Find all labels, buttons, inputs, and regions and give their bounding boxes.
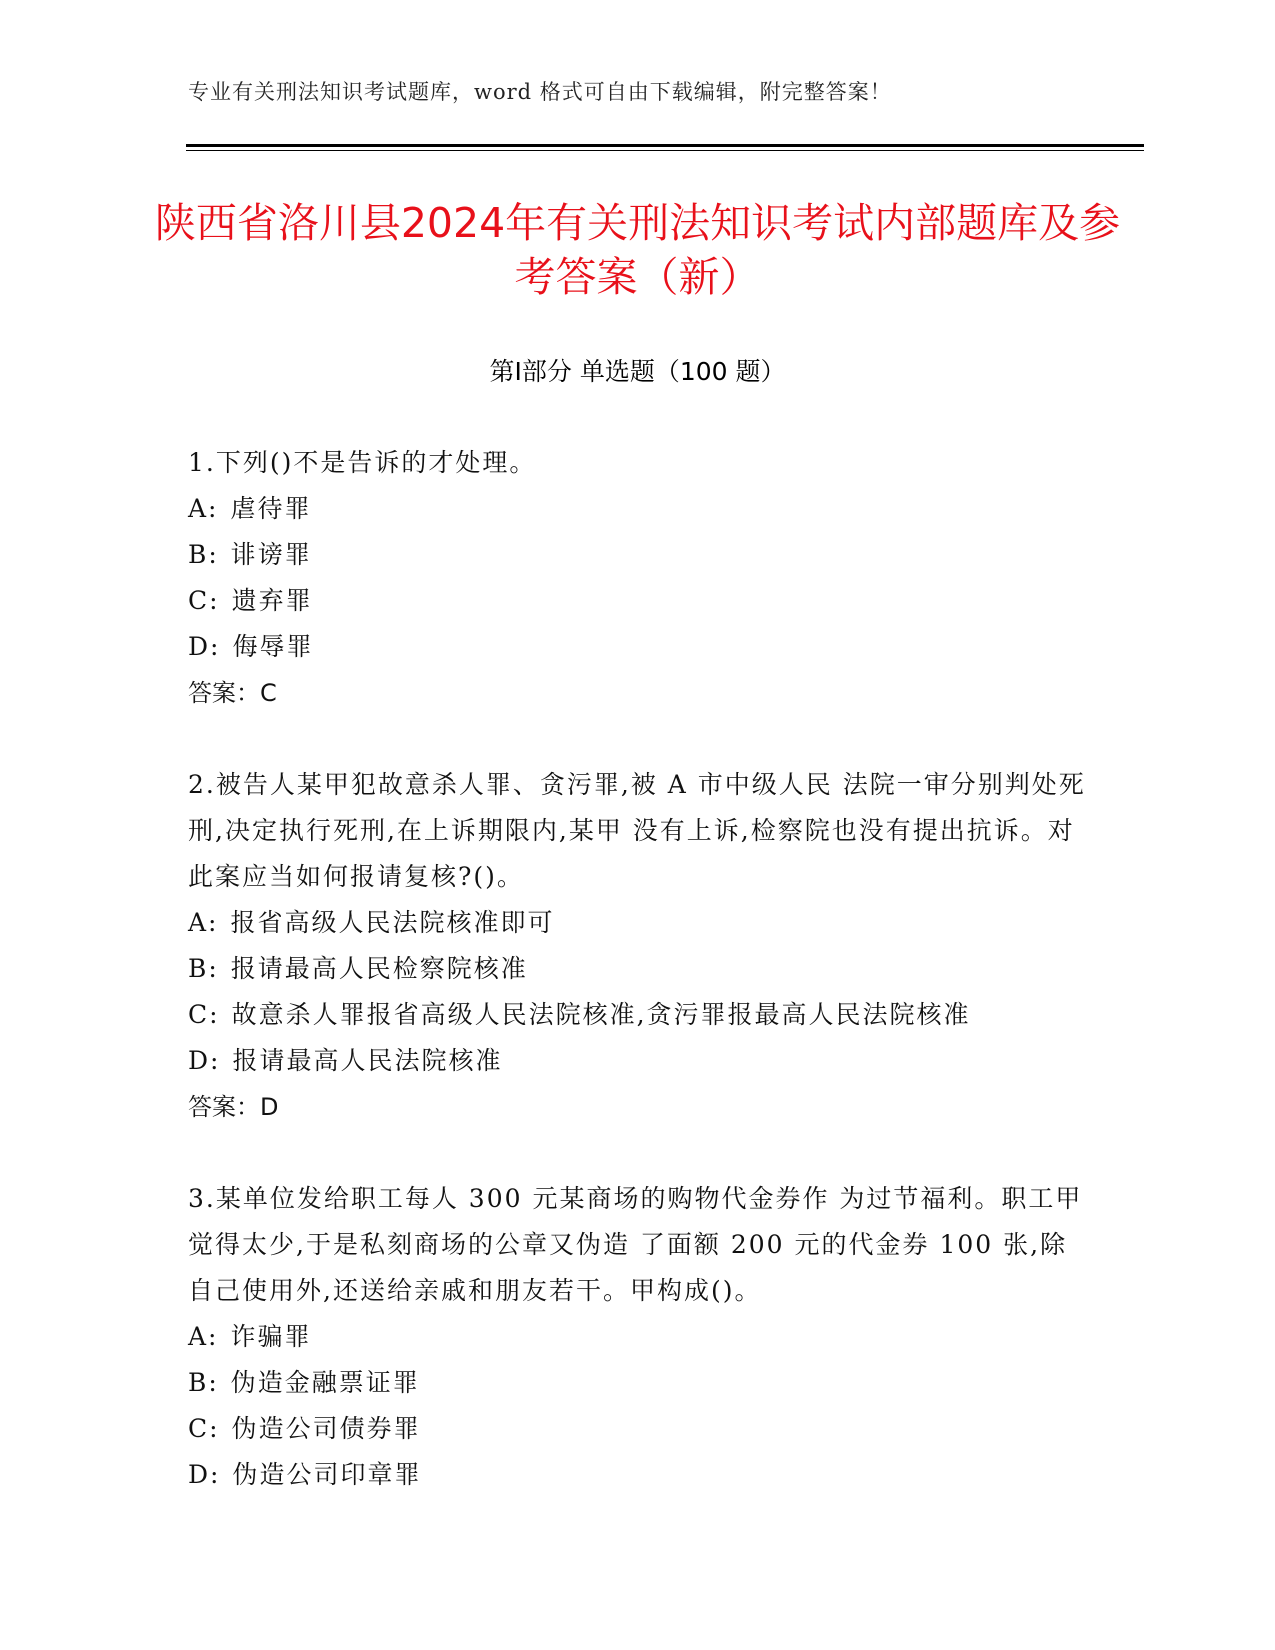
option-text: 伪造公司债券罪 xyxy=(231,1414,421,1443)
option-text: 报省高级人民法院核准即可 xyxy=(230,908,555,937)
option-text: 侮辱罪 xyxy=(232,632,314,661)
question-3 xyxy=(188,1176,1088,1498)
option-text: 伪造公司印章罪 xyxy=(232,1460,422,1489)
option-b xyxy=(188,532,1088,578)
document-title: 陕西省洛川县2024年有关刑法知识考试内部题库及参考答案（新） xyxy=(154,199,1121,301)
option-b xyxy=(188,946,1088,992)
option-c xyxy=(188,1406,1088,1452)
answer-line xyxy=(188,670,1088,716)
option-letter: A: xyxy=(188,1322,219,1351)
option-a xyxy=(188,1314,1088,1360)
header-note: 专业有关刑法知识考试题库，word 格式可自由下载编辑，附完整答案！ xyxy=(188,80,892,104)
question-stem: 3.某单位发给职工每人 300 元某商场的购物代金券作 为过节福利。职工甲觉得太少,于是私刻商场的公章又伪造 了面额 200 元的代金券 100 张,除自己使用外,还送给亲戚和朋友若干。甲构成()。 xyxy=(188,1184,1083,1305)
option-d xyxy=(188,1452,1088,1498)
option-a xyxy=(188,486,1088,532)
answer-value: D xyxy=(260,1093,279,1121)
option-letter: D: xyxy=(188,632,221,661)
option-letter: A: xyxy=(188,908,219,937)
option-letter: B: xyxy=(188,954,219,983)
option-text: 诈骗罪 xyxy=(230,1322,312,1351)
question-1 xyxy=(188,440,1088,716)
option-letter: C: xyxy=(188,586,220,615)
option-text: 虐待罪 xyxy=(230,494,312,523)
option-letter: D: xyxy=(188,1460,221,1489)
option-d xyxy=(188,624,1088,670)
option-letter: B: xyxy=(188,1368,219,1397)
option-d xyxy=(188,1038,1088,1084)
header-rule-thick xyxy=(186,144,1144,147)
option-letter: C: xyxy=(188,1414,220,1443)
question-2 xyxy=(188,762,1088,1130)
option-letter: B: xyxy=(188,540,219,569)
option-c xyxy=(188,578,1088,624)
section-title: 第Ⅰ部分 单选题（100 题） xyxy=(489,357,786,386)
option-b xyxy=(188,1360,1088,1406)
option-text: 故意杀人罪报省高级人民法院核准,贪污罪报最高人民法院核准 xyxy=(231,1000,971,1029)
answer-label: 答案： xyxy=(188,1093,260,1121)
option-letter: A: xyxy=(188,494,219,523)
question-list xyxy=(188,440,1088,1544)
question-stem: 2.被告人某甲犯故意杀人罪、贪污罪,被 A 市中级人民 法院一审分别判处死刑,决定执行死刑,在上诉期限内,某甲 没有上诉,检察院也没有提出抗诉。对此案应当如何报请复核?()。 xyxy=(188,770,1086,891)
option-text: 报请最高人民检察院核准 xyxy=(230,954,528,983)
answer-label: 答案： xyxy=(188,679,260,707)
option-letter: C: xyxy=(188,1000,220,1029)
option-text: 报请最高人民法院核准 xyxy=(232,1046,503,1075)
option-c xyxy=(188,992,1088,1038)
option-letter: D: xyxy=(188,1046,221,1075)
option-text: 诽谤罪 xyxy=(230,540,312,569)
option-text: 伪造金融票证罪 xyxy=(230,1368,420,1397)
header-rule-thin xyxy=(186,150,1144,151)
option-text: 遗弃罪 xyxy=(231,586,313,615)
answer-line xyxy=(188,1084,1088,1130)
option-a xyxy=(188,900,1088,946)
answer-value: C xyxy=(260,679,277,707)
question-stem: 1.下列()不是告诉的才处理。 xyxy=(188,448,537,477)
